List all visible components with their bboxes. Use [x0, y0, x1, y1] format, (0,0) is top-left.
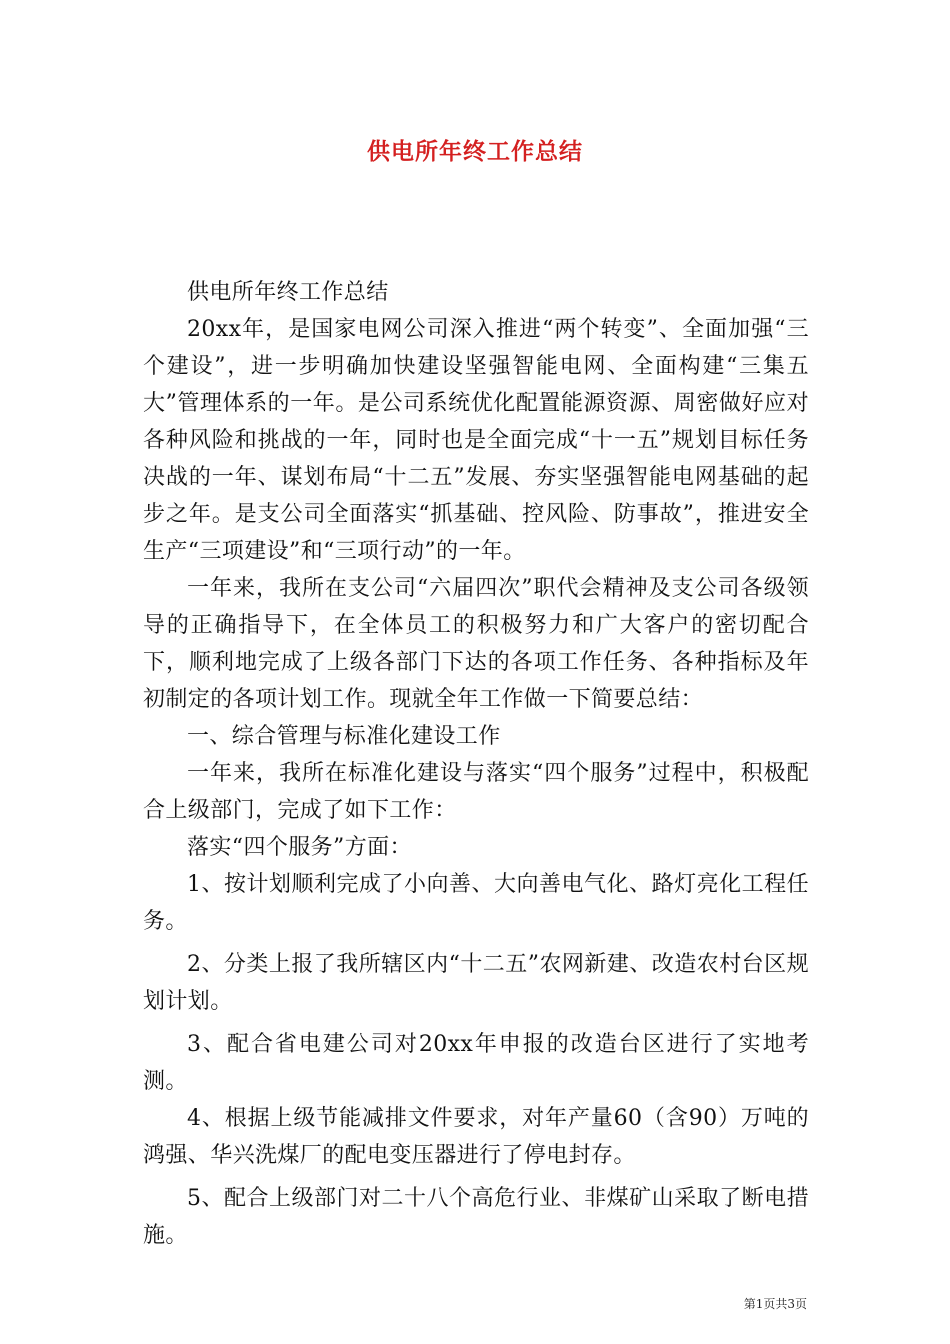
list-item-5: 5、配合上级部门对二十八个高危行业、非煤矿山采取了断电措施。	[143, 1186, 809, 1248]
list-item-4: 4、根据上级节能减排文件要求，对年产量60（含90）万吨的鸿强、华兴洗煤厂的配电变压器进行了停电封存。	[143, 1106, 809, 1168]
paragraph-summary: 一年来，我所在支公司“六届四次”职代会精神及支公司各级领导的正确指导下，在全体员工的积极努力和广大客户的密切配合下，顺利地完成了上级各部门下达的各项工作任务、各种指标及年初制定的各项计划工作。现就全年工作做一下简要总结：	[143, 576, 809, 712]
subheading-four-services: 落实“四个服务”方面：	[187, 835, 412, 860]
section-heading-1: 一、综合管理与标准化建设工作	[187, 724, 501, 749]
page-number: 第1页共3页	[743, 1297, 807, 1311]
list-item-2: 2、分类上报了我所辖区内“十二五”农网新建、改造农村台区规划计划。	[143, 952, 809, 1014]
paragraph-intro: 20xx年，是国家电网公司深入推进“两个转变”、全面加强“三个建设”，进一步明确加快建设坚强智能电网、全面构建“三集五大”管理体系的一年。是公司系统优化配置能源资源、周密做好应对各种风险和挑战的一年，同时也是全面完成“十一五”规划目标任务决战的一年、谋划布局“十二五”发展、夯实坚强智能电网基础的起步之年。是支公司全面落实“抓基础、控风险、防事故”，推进安全生产“三项建设”和“三项行动”的一年。	[143, 317, 809, 564]
list-item-1: 1、按计划顺利完成了小向善、大向善电气化、路灯亮化工程任务。	[143, 872, 809, 934]
paragraph-heading: 供电所年终工作总结	[187, 280, 389, 305]
page-title: 供电所年终工作总结	[367, 139, 583, 165]
document-body	[143, 274, 809, 1254]
list-item-3: 3、配合省电建公司对20xx年申报的改造台区进行了实地考测。	[143, 1032, 809, 1094]
paragraph-section-1: 一年来，我所在标准化建设与落实“四个服务”过程中，积极配合上级部门，完成了如下工作：	[143, 761, 809, 823]
